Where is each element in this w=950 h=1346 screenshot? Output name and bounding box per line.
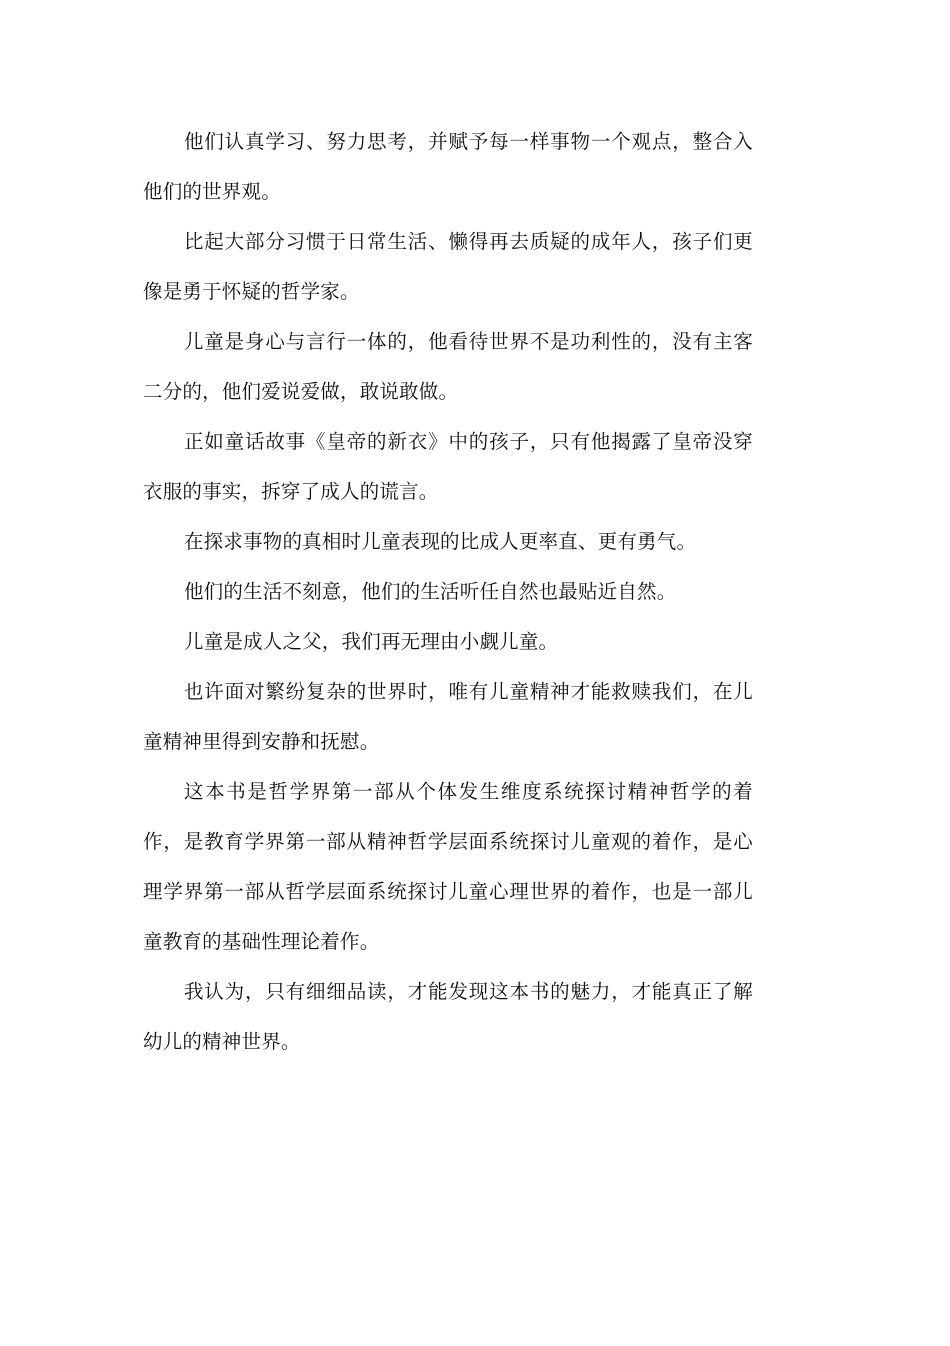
paragraph-8: 也许面对繁纷复杂的世界时，唯有儿童精神才能救赎我们，在儿童精神里得到安静和抚慰。: [143, 680, 753, 753]
paragraph-7: 儿童是成人之父，我们再无理由小觑儿童。: [183, 630, 559, 653]
paragraph-9: 这本书是哲学界第一部从个体发生维度系统探讨精神哲学的着作，是教育学界第一部从精神哲学层面系统探讨儿童观的着作，是心理学界第一部从哲学层面系统探讨儿童心理世界的着作，也是一部儿童教育的基础性理论着作。: [143, 780, 753, 953]
paragraph-4: 正如童话故事《皇帝的新衣》中的孩子，只有他揭露了皇帝没穿衣服的事实，拆穿了成人的谎言。: [143, 430, 753, 503]
paragraph-1: 他们认真学习、努力思考，并赋予每一样事物一个观点，整合入他们的世界观。: [143, 130, 753, 203]
paragraph-2: 比起大部分习惯于日常生活、懒得再去质疑的成年人，孩子们更像是勇于怀疑的哲学家。: [143, 230, 753, 303]
document-body: [143, 117, 753, 1067]
paragraph-10: 我认为，只有细细品读，才能发现这本书的魅力，才能真正了解幼儿的精神世界。: [143, 980, 753, 1053]
paragraph-5: 在探求事物的真相时儿童表现的比成人更率直、更有勇气。: [183, 530, 697, 553]
paragraph-3: 儿童是身心与言行一体的，他看待世界不是功利性的，没有主客二分的，他们爱说爱做，敢说敢做。: [143, 330, 753, 403]
paragraph-6: 他们的生活不刻意，他们的生活听任自然也最贴近自然。: [183, 580, 677, 603]
